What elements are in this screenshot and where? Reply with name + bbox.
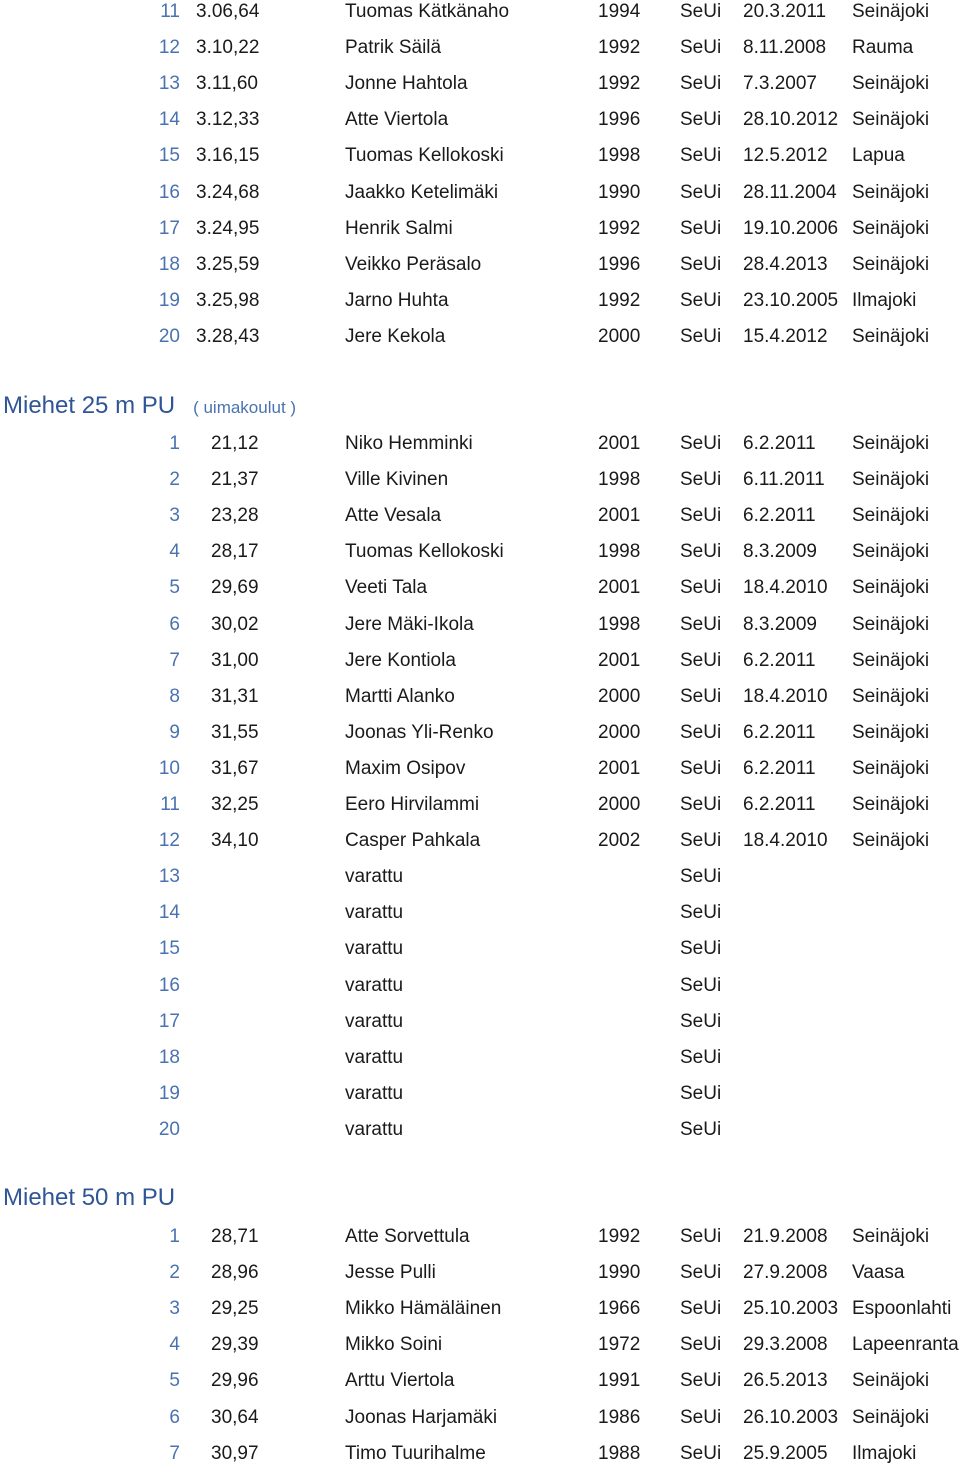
cell-club: SeUi — [680, 721, 722, 743]
cell-name: Patrik Säilä — [345, 37, 442, 59]
result-row — [0, 1004, 960, 1040]
cell-date: 6.2.2011 — [743, 757, 816, 779]
cell-rank: 14 — [158, 109, 180, 131]
cell-club: SeUi — [680, 1082, 722, 1104]
cell-place: Seinäjoki — [852, 721, 930, 743]
cell-name: varattu — [345, 1118, 404, 1140]
cell-club: SeUi — [680, 1262, 722, 1284]
cell-name: Arttu Viertola — [345, 1370, 455, 1392]
cell-time: 3.10,22 — [196, 37, 260, 59]
cell-name: Mikko Soini — [345, 1334, 443, 1356]
cell-club: SeUi — [680, 830, 722, 852]
cell-year: 1998 — [598, 469, 641, 491]
cell-place: Vaasa — [852, 1262, 905, 1284]
cell-name: Casper Pahkala — [345, 830, 481, 852]
result-row — [0, 968, 960, 1004]
cell-place: Seinäjoki — [852, 541, 930, 563]
cell-rank: 19 — [158, 1082, 180, 1104]
result-row — [0, 1112, 960, 1148]
cell-club: SeUi — [680, 1370, 722, 1392]
result-row — [0, 931, 960, 967]
cell-time: 30,64 — [211, 1406, 259, 1428]
cell-rank: 5 — [169, 577, 180, 599]
cell-place: Ilmajoki — [852, 1442, 917, 1464]
cell-year: 1994 — [598, 1, 641, 22]
cell-time: 31,31 — [211, 685, 259, 707]
cell-name: Atte Viertola — [345, 109, 449, 131]
cell-date: 28.10.2012 — [743, 109, 839, 131]
cell-place: Seinäjoki — [852, 685, 930, 707]
cell-rank: 1 — [169, 1226, 180, 1247]
cell-date: 6.2.2011 — [743, 433, 816, 454]
cell-place: Seinäjoki — [852, 73, 930, 95]
cell-rank: 4 — [169, 1334, 180, 1356]
section-title: Miehet 25 m PU — [3, 392, 176, 419]
cell-club: SeUi — [680, 613, 722, 635]
cell-club: SeUi — [680, 685, 722, 707]
cell-date: 6.2.2011 — [743, 721, 816, 743]
cell-name: Henrik Salmi — [345, 217, 453, 239]
cell-time: 23,28 — [211, 505, 259, 527]
cell-name: Jonne Hahtola — [345, 73, 468, 95]
result-row — [0, 895, 960, 931]
section-title: Miehet 50 m PU — [3, 1184, 176, 1211]
cell-year: 2000 — [598, 685, 641, 707]
cell-time: 28,96 — [211, 1262, 259, 1284]
cell-date: 20.3.2011 — [743, 1, 827, 22]
cell-time: 3.12,33 — [196, 109, 260, 131]
cell-club: SeUi — [680, 505, 722, 527]
cell-rank: 15 — [158, 938, 180, 960]
cell-year: 1992 — [598, 1226, 641, 1247]
cell-place: Rauma — [852, 37, 914, 59]
cell-place: Seinäjoki — [852, 830, 930, 852]
result-row — [0, 102, 960, 138]
cell-year: 1990 — [598, 1262, 641, 1284]
result-row — [0, 66, 960, 102]
cell-club: SeUi — [680, 433, 722, 454]
cell-place: Seinäjoki — [852, 1, 930, 22]
cell-date: 18.4.2010 — [743, 577, 828, 599]
cell-place: Seinäjoki — [852, 433, 930, 454]
cell-time: 28,71 — [211, 1226, 259, 1247]
cell-place: Seinäjoki — [852, 757, 930, 779]
cell-place: Lapeenranta — [852, 1334, 959, 1356]
cell-year: 2001 — [598, 577, 641, 599]
cell-time: 3.28,43 — [196, 325, 260, 347]
cell-club: SeUi — [680, 649, 722, 671]
section-heading — [3, 1178, 175, 1218]
cell-place: Seinäjoki — [852, 217, 930, 239]
cell-year: 1992 — [598, 37, 641, 59]
cell-place: Seinäjoki — [852, 253, 930, 275]
cell-name: varattu — [345, 974, 404, 996]
cell-club: SeUi — [680, 866, 722, 888]
cell-club: SeUi — [680, 73, 722, 95]
cell-date: 8.3.2009 — [743, 613, 817, 635]
result-row — [0, 1219, 960, 1255]
cell-rank: 8 — [169, 685, 180, 707]
cell-name: Ville Kivinen — [345, 469, 449, 491]
cell-club: SeUi — [680, 1118, 722, 1140]
cell-club: SeUi — [680, 1442, 722, 1464]
cell-name: Tuomas Kätkänaho — [345, 1, 510, 22]
result-row — [0, 1076, 960, 1112]
result-row — [0, 462, 960, 498]
cell-name: Veeti Tala — [345, 577, 428, 599]
result-row — [0, 30, 960, 66]
cell-date: 18.4.2010 — [743, 830, 828, 852]
cell-date: 19.10.2006 — [743, 217, 839, 239]
cell-name: varattu — [345, 866, 404, 888]
cell-club: SeUi — [680, 1406, 722, 1428]
cell-time: 30,97 — [211, 1442, 259, 1464]
cell-time: 3.11,60 — [196, 73, 258, 95]
cell-year: 1992 — [598, 217, 641, 239]
cell-place: Seinäjoki — [852, 109, 930, 131]
cell-club: SeUi — [680, 974, 722, 996]
cell-rank: 12 — [158, 37, 180, 59]
result-row — [0, 175, 960, 211]
cell-date: 25.10.2003 — [743, 1298, 839, 1320]
cell-date: 21.9.2008 — [743, 1226, 828, 1247]
cell-date: 6.11.2011 — [743, 469, 825, 491]
cell-name: Eero Hirvilammi — [345, 794, 480, 815]
cell-club: SeUi — [680, 902, 722, 924]
cell-time: 3.16,15 — [196, 145, 260, 167]
result-row — [0, 534, 960, 570]
cell-club: SeUi — [680, 1298, 722, 1320]
cell-rank: 3 — [169, 1298, 180, 1320]
result-row — [0, 1436, 960, 1472]
cell-time: 29,39 — [211, 1334, 259, 1356]
cell-rank: 18 — [158, 1046, 180, 1068]
cell-rank: 19 — [158, 289, 180, 311]
cell-club: SeUi — [680, 181, 722, 203]
cell-date: 8.3.2009 — [743, 541, 817, 563]
cell-time: 30,02 — [211, 613, 259, 635]
cell-date: 28.4.2013 — [743, 253, 828, 275]
cell-club: SeUi — [680, 325, 722, 347]
result-row — [0, 679, 960, 715]
result-row — [0, 787, 960, 823]
cell-date: 23.10.2005 — [743, 289, 839, 311]
cell-time: 29,25 — [211, 1298, 259, 1320]
result-row — [0, 211, 960, 247]
cell-year: 1991 — [598, 1370, 641, 1392]
cell-place: Seinäjoki — [852, 469, 930, 491]
result-row — [0, 643, 960, 679]
cell-rank: 20 — [158, 325, 180, 347]
cell-time: 3.25,59 — [196, 253, 260, 275]
cell-time: 3.06,64 — [196, 1, 260, 22]
cell-name: varattu — [345, 1010, 404, 1032]
result-row — [0, 607, 960, 643]
cell-name: Mikko Hämäläinen — [345, 1298, 502, 1320]
cell-club: SeUi — [680, 1334, 722, 1356]
cell-rank: 11 — [160, 794, 180, 815]
cell-club: SeUi — [680, 217, 722, 239]
cell-name: Maxim Osipov — [345, 757, 466, 779]
result-row — [0, 0, 960, 30]
cell-time: 34,10 — [211, 830, 259, 852]
result-row — [0, 1255, 960, 1291]
cell-time: 21,12 — [211, 433, 259, 454]
cell-year: 1972 — [598, 1334, 641, 1356]
result-row — [0, 751, 960, 787]
cell-club: SeUi — [680, 109, 722, 131]
cell-year: 2002 — [598, 830, 641, 852]
cell-name: Veikko Peräsalo — [345, 253, 482, 275]
cell-name: Tuomas Kellokoski — [345, 541, 504, 563]
cell-rank: 4 — [169, 541, 180, 563]
cell-year: 2000 — [598, 325, 641, 347]
cell-time: 29,69 — [211, 577, 259, 599]
cell-rank: 20 — [158, 1118, 180, 1140]
cell-rank: 13 — [158, 73, 180, 95]
cell-rank: 16 — [158, 181, 180, 203]
cell-date: 26.10.2003 — [743, 1406, 839, 1428]
cell-name: Jere Mäki-Ikola — [345, 613, 474, 635]
cell-place: Lapua — [852, 145, 905, 167]
cell-year: 1996 — [598, 109, 641, 131]
cell-year: 2001 — [598, 757, 641, 779]
cell-rank: 2 — [169, 1262, 180, 1284]
cell-year: 1998 — [598, 145, 641, 167]
cell-rank: 18 — [158, 253, 180, 275]
cell-place: Ilmajoki — [852, 289, 917, 311]
cell-place: Seinäjoki — [852, 1406, 930, 1428]
cell-time: 21,37 — [211, 469, 259, 491]
cell-club: SeUi — [680, 794, 722, 815]
section-subtitle: ( uimakoulut ) — [193, 398, 297, 417]
result-row — [0, 1040, 960, 1076]
result-row — [0, 283, 960, 319]
result-row — [0, 498, 960, 534]
cell-year: 2001 — [598, 505, 641, 527]
cell-date: 27.9.2008 — [743, 1262, 828, 1284]
cell-date: 15.4.2012 — [743, 325, 828, 347]
cell-rank: 1 — [169, 433, 180, 454]
cell-time: 31,67 — [211, 757, 259, 779]
cell-place: Seinäjoki — [852, 613, 930, 635]
cell-name: Jaakko Ketelimäki — [345, 181, 499, 203]
cell-year: 1992 — [598, 73, 641, 95]
cell-rank: 7 — [169, 649, 180, 671]
cell-time: 3.24,68 — [196, 181, 260, 203]
cell-time: 32,25 — [211, 794, 259, 815]
result-row — [0, 426, 960, 462]
cell-club: SeUi — [680, 37, 722, 59]
cell-rank: 12 — [158, 830, 180, 852]
cell-year: 1990 — [598, 181, 641, 203]
cell-year: 1998 — [598, 613, 641, 635]
cell-club: SeUi — [680, 145, 722, 167]
cell-place: Seinäjoki — [852, 181, 930, 203]
cell-rank: 17 — [158, 1010, 180, 1032]
cell-date: 12.5.2012 — [743, 145, 828, 167]
cell-year: 2001 — [598, 649, 641, 671]
cell-time: 3.24,95 — [196, 217, 260, 239]
cell-rank: 17 — [158, 217, 180, 239]
cell-name: Joonas Harjamäki — [345, 1406, 498, 1428]
cell-date: 25.9.2005 — [743, 1442, 828, 1464]
cell-name: Tuomas Kellokoski — [345, 145, 504, 167]
cell-place: Seinäjoki — [852, 649, 930, 671]
result-row — [0, 1363, 960, 1399]
cell-club: SeUi — [680, 757, 722, 779]
cell-date: 6.2.2011 — [743, 505, 816, 527]
cell-rank: 9 — [169, 721, 180, 743]
cell-date: 26.5.2013 — [743, 1370, 828, 1392]
section-heading — [3, 386, 296, 426]
cell-rank: 3 — [169, 505, 180, 527]
cell-year: 1998 — [598, 541, 641, 563]
cell-place: Seinäjoki — [852, 505, 930, 527]
cell-date: 8.11.2008 — [743, 37, 827, 59]
cell-club: SeUi — [680, 577, 722, 599]
cell-club: SeUi — [680, 541, 722, 563]
cell-year: 1966 — [598, 1298, 641, 1320]
cell-name: Joonas Yli-Renko — [345, 721, 494, 743]
cell-place: Seinäjoki — [852, 794, 930, 815]
cell-time: 31,00 — [211, 649, 259, 671]
cell-rank: 11 — [160, 1, 180, 22]
result-row — [0, 319, 960, 355]
cell-date: 18.4.2010 — [743, 685, 828, 707]
cell-club: SeUi — [680, 1226, 722, 1247]
cell-place: Seinäjoki — [852, 577, 930, 599]
cell-place: Seinäjoki — [852, 325, 930, 347]
cell-date: 6.2.2011 — [743, 649, 816, 671]
cell-name: Jarno Huhta — [345, 289, 449, 311]
cell-rank: 6 — [169, 1406, 180, 1428]
cell-rank: 5 — [169, 1370, 180, 1392]
cell-time: 3.25,98 — [196, 289, 260, 311]
cell-year: 1988 — [598, 1442, 641, 1464]
cell-club: SeUi — [680, 1010, 722, 1032]
cell-name: Jere Kontiola — [345, 649, 456, 671]
cell-year: 1992 — [598, 289, 641, 311]
cell-year: 2000 — [598, 721, 641, 743]
cell-date: 6.2.2011 — [743, 794, 816, 815]
cell-year: 1996 — [598, 253, 641, 275]
cell-year: 2001 — [598, 433, 641, 454]
cell-place: Seinäjoki — [852, 1370, 930, 1392]
cell-name: Martti Alanko — [345, 685, 455, 707]
cell-date: 29.3.2008 — [743, 1334, 828, 1356]
cell-name: Niko Hemminki — [345, 433, 473, 454]
cell-club: SeUi — [680, 469, 722, 491]
cell-rank: 7 — [169, 1442, 180, 1464]
cell-name: Atte Sorvettula — [345, 1226, 470, 1247]
result-row — [0, 859, 960, 895]
cell-rank: 16 — [158, 974, 180, 996]
cell-name: varattu — [345, 938, 404, 960]
cell-club: SeUi — [680, 1, 722, 22]
result-row — [0, 247, 960, 283]
cell-rank: 6 — [169, 613, 180, 635]
cell-rank: 13 — [158, 866, 180, 888]
cell-name: varattu — [345, 1046, 404, 1068]
cell-year: 2000 — [598, 794, 641, 815]
cell-date: 28.11.2004 — [743, 181, 837, 203]
cell-club: SeUi — [680, 938, 722, 960]
cell-name: Jere Kekola — [345, 325, 446, 347]
cell-time: 28,17 — [211, 541, 259, 563]
cell-rank: 14 — [158, 902, 180, 924]
cell-rank: 15 — [158, 145, 180, 167]
cell-name: varattu — [345, 902, 404, 924]
cell-place: Seinäjoki — [852, 1226, 930, 1247]
cell-time: 31,55 — [211, 721, 259, 743]
result-row — [0, 570, 960, 606]
result-row — [0, 715, 960, 751]
cell-name: Jesse Pulli — [345, 1262, 436, 1284]
cell-rank: 2 — [169, 469, 180, 491]
cell-place: Espoonlahti — [852, 1298, 952, 1320]
cell-name: Timo Tuurihalme — [345, 1442, 486, 1464]
cell-name: varattu — [345, 1082, 404, 1104]
cell-rank: 10 — [158, 757, 180, 779]
result-row — [0, 1327, 960, 1363]
cell-club: SeUi — [680, 1046, 722, 1068]
result-row — [0, 138, 960, 174]
cell-club: SeUi — [680, 289, 722, 311]
cell-time: 29,96 — [211, 1370, 259, 1392]
result-row — [0, 1291, 960, 1327]
cell-name: Atte Vesala — [345, 505, 442, 527]
result-row — [0, 823, 960, 859]
cell-club: SeUi — [680, 253, 722, 275]
cell-year: 1986 — [598, 1406, 641, 1428]
result-row — [0, 1400, 960, 1436]
cell-date: 7.3.2007 — [743, 73, 817, 95]
